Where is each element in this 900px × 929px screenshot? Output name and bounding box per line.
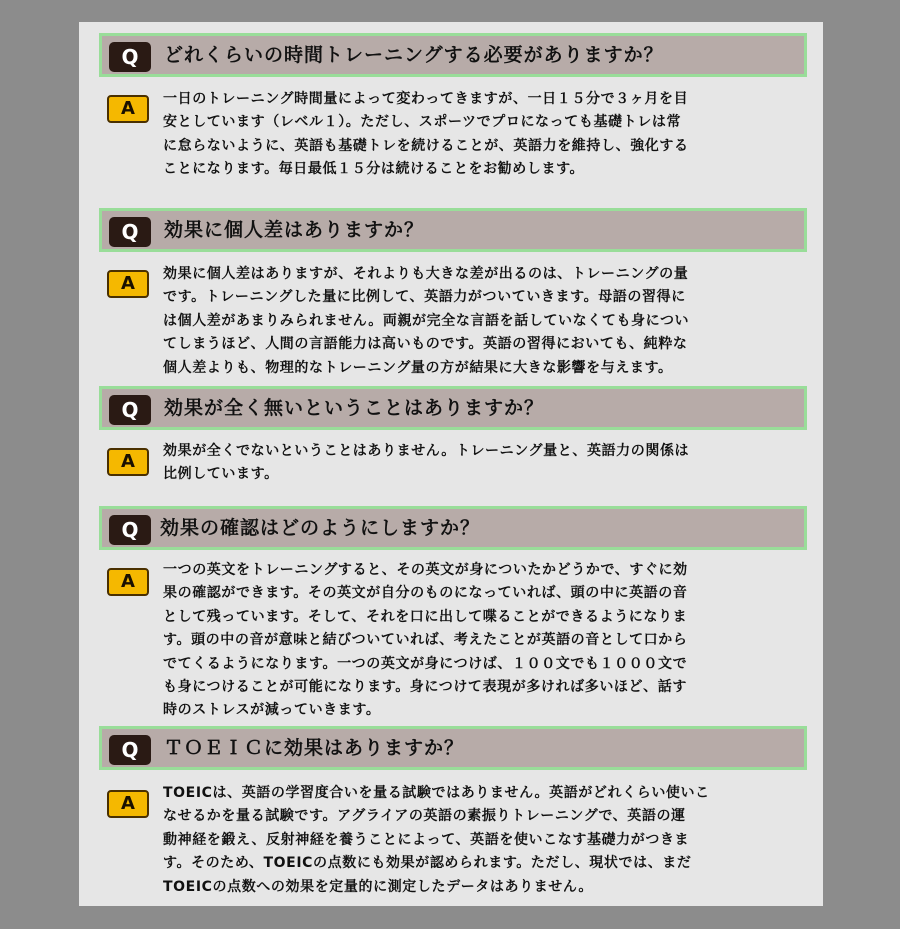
answer-line: 比例しています。 <box>163 466 279 483</box>
answer-line: なせるかを量る試験です。アグライアの英語の素振りトレーニングで、英語の運 <box>163 808 686 825</box>
q-badge-icon: Q <box>109 735 151 765</box>
answer-line: 動神経を鍛え、反射神経を養うことによって、英語を使いこなす基礎力がつきま <box>163 831 690 848</box>
answer-line: に怠らないように、英語も基礎トレを続けることが、英語力を維持し、強化する <box>163 137 689 154</box>
a-badge-icon: A <box>107 790 149 818</box>
question-text: どれくらいの時間トレーニングする必要がありますか？ <box>164 44 664 66</box>
answer-line: 一日のトレーニング時間量によって変わってきますが、一日１５分で３ヶ月を目 <box>163 91 689 107</box>
answer-text <box>163 263 811 380</box>
q-badge-icon: Q <box>109 42 151 72</box>
question-bar <box>99 386 807 430</box>
answer-line: 果の確認ができます。その英文が自分のものになっていれば、頭の中に英語の音 <box>163 585 688 602</box>
answer-line: 安としています（レベル１）。ただし、スポーツでプロになっても基礎トレは常 <box>163 114 682 131</box>
a-badge-icon: A <box>107 270 149 298</box>
question-bar <box>99 506 807 550</box>
question-text: 効果が全く無いということはありますか？ <box>164 397 545 419</box>
answer-line: 効果に個人差はありますが、それよりも大きな差が出るのは、トレーニングの量 <box>163 266 689 282</box>
question-bar <box>99 726 807 770</box>
answer-line: す。頭の中の音が意味と結びついていれば、考えたことが英語の音として口から <box>163 632 688 649</box>
answer-line: す。そのため、TOEICの点数にも効果が認められます。ただし、現状では、まだ <box>163 855 692 872</box>
question-bar <box>99 208 807 252</box>
a-badge-icon: A <box>107 95 149 123</box>
answer-line: ことになります。毎日最低１５分は続けることをお勧めします。 <box>163 161 585 178</box>
q-badge-icon: Q <box>109 217 151 247</box>
answer-line: TOEICの点数への効果を定量的に測定したデータはありません。 <box>163 878 593 895</box>
question-text: ＴＯＥＩＣに効果はありますか？ <box>164 737 465 759</box>
answer-text <box>163 440 811 487</box>
answer-text <box>163 88 811 182</box>
a-badge-icon: A <box>107 568 149 596</box>
answer-line: も身につけることが可能になります。身につけて表現が多ければ多いほど、話す <box>163 679 687 696</box>
answer-line: 効果が全くでないということはありません。トレーニング量と、英語力の関係は <box>163 443 690 459</box>
answer-text <box>163 782 811 899</box>
answer-line: TOEICは、英語の学習度合いを量る試験ではありません。英語がどれくらい使いこ <box>163 785 710 801</box>
q-badge-icon: Q <box>109 395 151 425</box>
question-bar <box>99 33 807 77</box>
answer-line: てしまうほど、人間の言語能力は高いものです。英語の習得においても、純粋な <box>163 336 688 353</box>
answer-line: として残っています。そして、それを口に出して喋ることができるようになりま <box>163 608 688 625</box>
question-text: 効果に個人差はありますか？ <box>164 219 425 241</box>
question-text: 効果の確認はどのようにしますか？ <box>160 517 481 539</box>
answer-line: でてくるようになります。一つの英文が身につけば、１００文でも１０００文で <box>163 655 688 672</box>
answer-line: 時のストレスが減っていきます。 <box>163 702 381 719</box>
answer-line: 一つの英文をトレーニングすると、その英文が身についたかどうかで、すぐに効 <box>163 562 688 578</box>
q-badge-icon: Q <box>109 515 151 545</box>
answer-line: です。トレーニングした量に比例して、英語力がついていきます。母語の習得に <box>163 289 686 306</box>
answer-line: 個人差よりも、物理的なトレーニング量の方が結果に大きな影響を与えます。 <box>163 359 673 376</box>
a-badge-icon: A <box>107 448 149 476</box>
answer-line: は個人差があまりみられません。両親が完全な言語を話していなくても身につい <box>163 312 690 329</box>
answer-text <box>163 559 811 723</box>
